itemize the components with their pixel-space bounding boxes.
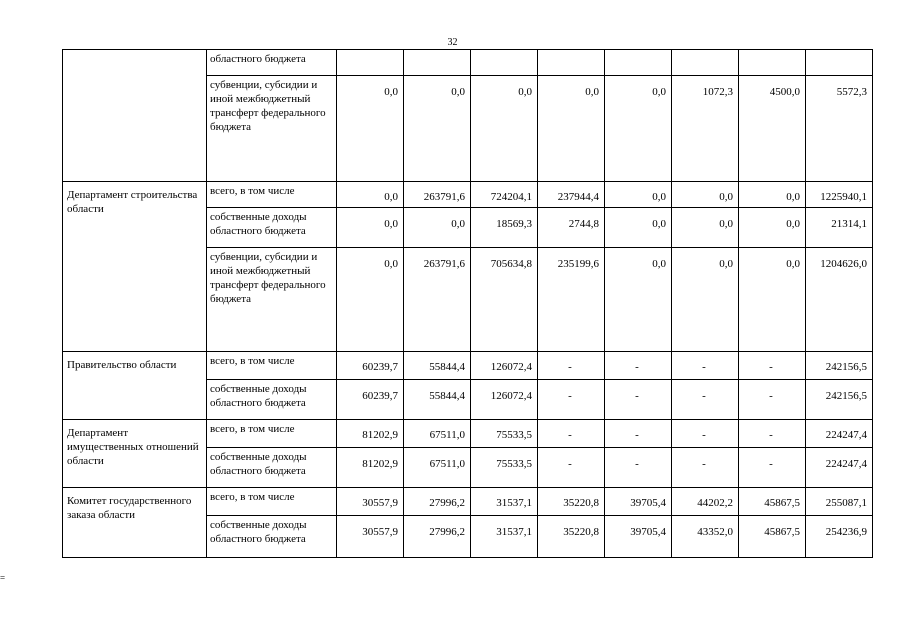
value-cell: 0,0 <box>739 248 806 352</box>
indicator-label: субвенции, субсидии и иной межбюджетный трансферт федерального бюджета <box>207 76 337 182</box>
value-cell: 81202,9 <box>337 420 404 448</box>
table-row <box>63 352 873 380</box>
table-row <box>63 50 873 76</box>
value-cell: 242156,5 <box>806 380 873 420</box>
indicator-label: собственные доходы областного бюджета <box>207 208 337 248</box>
value-cell: 27996,2 <box>404 488 471 516</box>
value-cell: - <box>538 380 605 420</box>
value-cell: 0,0 <box>404 76 471 182</box>
indicator-label: собственные доходы областного бюджета <box>207 448 337 488</box>
value-cell: 237944,4 <box>538 182 605 208</box>
value-cell: 75533,5 <box>471 420 538 448</box>
value-cell: 0,0 <box>337 248 404 352</box>
value-cell: 30557,9 <box>337 516 404 558</box>
value-cell: - <box>605 448 672 488</box>
value-cell: 724204,1 <box>471 182 538 208</box>
value-cell: 0,0 <box>605 76 672 182</box>
value-cell: 0,0 <box>739 208 806 248</box>
indicator-label: всего, в том числе <box>207 488 337 516</box>
value-cell: 81202,9 <box>337 448 404 488</box>
value-cell: 0,0 <box>605 182 672 208</box>
value-cell <box>337 50 404 76</box>
value-cell: - <box>739 352 806 380</box>
value-cell: 75533,5 <box>471 448 538 488</box>
indicator-label: собственные доходы областного бюджета <box>207 516 337 558</box>
value-cell: 67511,0 <box>404 448 471 488</box>
margin-mark: = <box>0 573 6 583</box>
value-cell: 0,0 <box>337 182 404 208</box>
value-cell: 0,0 <box>605 208 672 248</box>
value-cell: - <box>672 352 739 380</box>
indicator-label: субвенции, субсидии и иной межбюджетный трансферт федерального бюджета <box>207 248 337 352</box>
value-cell: 0,0 <box>538 76 605 182</box>
value-cell: - <box>672 380 739 420</box>
value-cell: 31537,1 <box>471 488 538 516</box>
value-cell: 1072,3 <box>672 76 739 182</box>
value-cell: 39705,4 <box>605 516 672 558</box>
page-number: 32 <box>447 37 458 48</box>
value-cell: 0,0 <box>337 76 404 182</box>
org-cell <box>63 50 207 182</box>
value-cell: 21314,1 <box>806 208 873 248</box>
value-cell <box>672 50 739 76</box>
indicator-label: собственные доходы областного бюджета <box>207 380 337 420</box>
value-cell: 263791,6 <box>404 182 471 208</box>
indicator-label: областного бюджета <box>207 50 337 76</box>
value-cell: 5572,3 <box>806 76 873 182</box>
table-row <box>63 182 873 208</box>
value-cell: 126072,4 <box>471 352 538 380</box>
value-cell: 224247,4 <box>806 420 873 448</box>
value-cell: 0,0 <box>404 208 471 248</box>
value-cell: 60239,7 <box>337 352 404 380</box>
indicator-label: всего, в том числе <box>207 182 337 208</box>
value-cell: 0,0 <box>672 208 739 248</box>
value-cell: 254236,9 <box>806 516 873 558</box>
value-cell: 242156,5 <box>806 352 873 380</box>
value-cell <box>806 50 873 76</box>
org-cell: Правительство области <box>63 352 207 420</box>
value-cell: 0,0 <box>605 248 672 352</box>
value-cell: - <box>672 448 739 488</box>
value-cell: 45867,5 <box>739 488 806 516</box>
value-cell: 45867,5 <box>739 516 806 558</box>
table-row <box>63 488 873 516</box>
value-cell: 43352,0 <box>672 516 739 558</box>
value-cell: 1225940,1 <box>806 182 873 208</box>
value-cell: 31537,1 <box>471 516 538 558</box>
value-cell: 255087,1 <box>806 488 873 516</box>
value-cell <box>471 50 538 76</box>
value-cell: 30557,9 <box>337 488 404 516</box>
indicator-label: всего, в том числе <box>207 420 337 448</box>
org-cell: Департамент имущественных отношений области <box>63 420 207 488</box>
value-cell: 67511,0 <box>404 420 471 448</box>
value-cell: - <box>605 420 672 448</box>
value-cell: - <box>672 420 739 448</box>
value-cell: 4500,0 <box>739 76 806 182</box>
value-cell: 44202,2 <box>672 488 739 516</box>
value-cell: - <box>538 448 605 488</box>
value-cell: - <box>538 420 605 448</box>
value-cell: - <box>739 448 806 488</box>
value-cell: - <box>739 380 806 420</box>
value-cell: - <box>739 420 806 448</box>
value-cell <box>404 50 471 76</box>
value-cell: 0,0 <box>739 182 806 208</box>
value-cell: - <box>605 380 672 420</box>
value-cell: 126072,4 <box>471 380 538 420</box>
value-cell: 263791,6 <box>404 248 471 352</box>
value-cell: 18569,3 <box>471 208 538 248</box>
value-cell: 55844,4 <box>404 352 471 380</box>
value-cell <box>739 50 806 76</box>
value-cell <box>605 50 672 76</box>
value-cell: 235199,6 <box>538 248 605 352</box>
value-cell: 27996,2 <box>404 516 471 558</box>
table-row <box>63 420 873 448</box>
indicator-label: всего, в том числе <box>207 352 337 380</box>
value-cell <box>538 50 605 76</box>
org-cell: Департамент строительства области <box>63 182 207 352</box>
value-cell: 0,0 <box>471 76 538 182</box>
value-cell: 39705,4 <box>605 488 672 516</box>
value-cell: 705634,8 <box>471 248 538 352</box>
value-cell: 224247,4 <box>806 448 873 488</box>
budget-table <box>62 49 873 558</box>
value-cell: 2744,8 <box>538 208 605 248</box>
org-cell: Комитет государственного заказа области <box>63 488 207 558</box>
value-cell: 35220,8 <box>538 516 605 558</box>
value-cell: 1204626,0 <box>806 248 873 352</box>
value-cell: 0,0 <box>672 248 739 352</box>
value-cell: 0,0 <box>672 182 739 208</box>
value-cell: - <box>605 352 672 380</box>
value-cell: - <box>538 352 605 380</box>
value-cell: 35220,8 <box>538 488 605 516</box>
value-cell: 60239,7 <box>337 380 404 420</box>
value-cell: 55844,4 <box>404 380 471 420</box>
value-cell: 0,0 <box>337 208 404 248</box>
